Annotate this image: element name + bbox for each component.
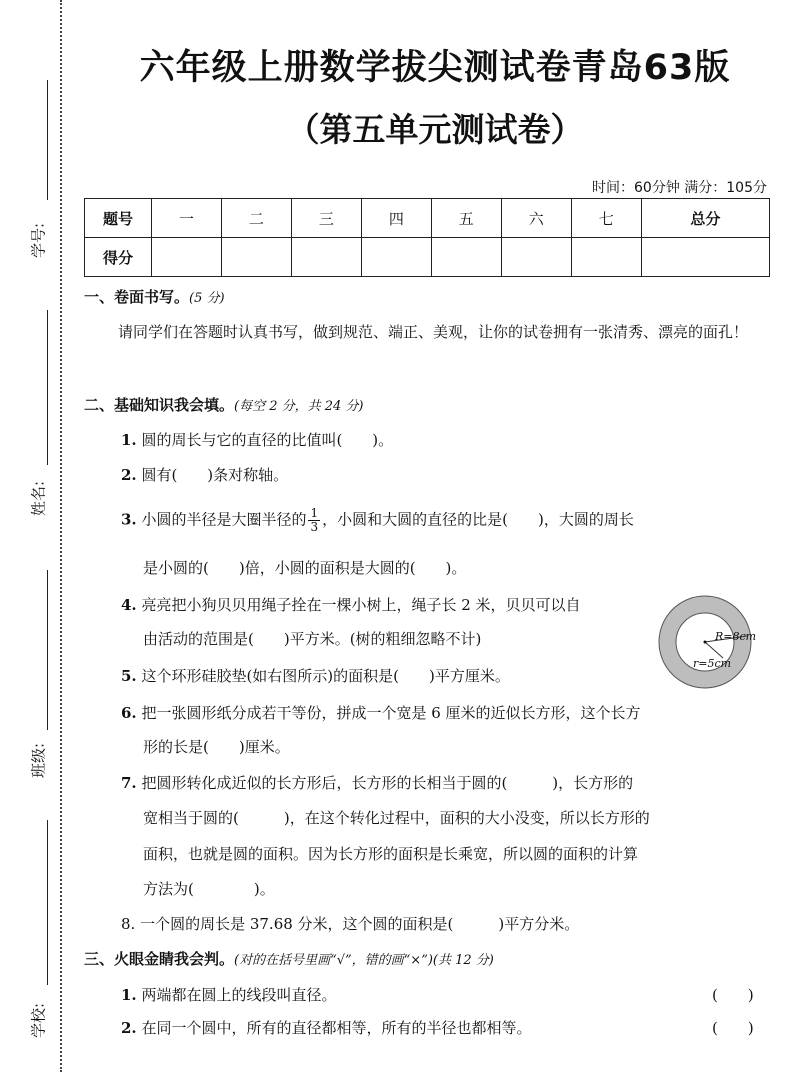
question-2-3-cont: 是小圆的( )倍，小圆的面积是大圆的( )。 xyxy=(143,559,467,577)
xuehao-label: 学号: xyxy=(29,222,48,259)
xingming-label: 姓名: xyxy=(29,480,48,517)
header-cell: 六 xyxy=(501,199,571,238)
question-2-2 xyxy=(121,464,288,485)
header-cell: 四 xyxy=(361,199,431,238)
section3-heading: 三、火眼金睛我会判。 xyxy=(84,950,235,968)
question-2-7-cont3: 方法为( )。 xyxy=(143,880,275,898)
question-number: 2. xyxy=(121,1019,137,1037)
score-cell[interactable] xyxy=(431,238,501,277)
header-cell: 三 xyxy=(291,199,361,238)
question-2-7-cont1: 宽相当于圆的( )，在这个转化过程中，面积的大小没变，所以长方形的 xyxy=(143,809,650,827)
question-text: 这个环形硅胶垫(如右图所示)的面积是( )平方厘米。 xyxy=(141,667,510,685)
score-cell[interactable] xyxy=(501,238,571,277)
side-xingming xyxy=(14,310,48,520)
score-cell[interactable] xyxy=(221,238,291,277)
xuehao-line xyxy=(47,80,48,200)
question-text: 圆的周长与它的直径的比值叫( )。 xyxy=(141,431,394,449)
question-number: 1. xyxy=(121,986,137,1004)
question-number: 5. xyxy=(121,667,137,685)
header-cell: 五 xyxy=(431,199,501,238)
question-text: 把圆形转化成近似的长方形后，长方形的长相当于圆的( )，长方形的 xyxy=(141,774,634,792)
score-table-score-row xyxy=(85,238,770,277)
question-text: 亮亮把小狗贝贝用绳子拴在一棵小树上，绳子长 2 米，贝贝可以自 xyxy=(141,596,581,614)
header-cell: 二 xyxy=(221,199,291,238)
question-number: 2. xyxy=(121,466,137,484)
question-2-6 xyxy=(121,702,641,723)
section1-heading: 一、卷面书写。 xyxy=(84,288,190,306)
header-cell: 题号 xyxy=(85,199,152,238)
section1-text: 请同学们在答题时认真书写，做到规范、端正、美观，让你的试卷拥有一张清秀、漂亮的面孔！ xyxy=(118,323,749,341)
banji-label: 班级: xyxy=(29,742,48,779)
question-text: ，小圆和大圆的直径的比是( )，大圆的周长 xyxy=(322,510,634,529)
question-number: 6. xyxy=(121,704,137,722)
fraction-denominator: 3 xyxy=(310,520,319,534)
section1-heading-line xyxy=(84,286,225,307)
binding-dotted-line xyxy=(60,0,62,1072)
score-cell[interactable] xyxy=(152,238,222,277)
xuexiao-label: 学校: xyxy=(29,1002,48,1039)
section1-points: (5 分) xyxy=(189,291,225,306)
score-table-header-row xyxy=(85,199,770,238)
page-subtitle: （第五单元测试卷） xyxy=(286,110,584,149)
score-cell[interactable] xyxy=(291,238,361,277)
question-number: 3. xyxy=(121,510,137,529)
score-cell[interactable] xyxy=(361,238,431,277)
question-text: 圆有( )条对称轴。 xyxy=(141,466,289,484)
xingming-line xyxy=(47,310,48,465)
question-number: 7. xyxy=(121,774,137,792)
score-row-label: 得分 xyxy=(85,238,152,277)
question-2-7 xyxy=(121,772,633,793)
header-cell: 一 xyxy=(152,199,222,238)
time-info: 时间：60分钟 满分：105分 xyxy=(592,180,767,196)
score-table xyxy=(84,198,770,277)
question-text: 小圆的半径是大圈半径的 xyxy=(141,510,307,529)
section2-points: (每空 2 分，共 24 分) xyxy=(234,399,364,414)
question-2-6-cont: 形的长是( )厘米。 xyxy=(143,738,290,756)
page-title: 六年级上册数学拔尖测试卷青岛63版 xyxy=(139,48,731,88)
score-cell[interactable] xyxy=(571,238,641,277)
question-text: 把一张圆形纸分成若干等份，拼成一个宽是 6 厘米的近似长方形，这个长方 xyxy=(141,704,641,722)
label-r: r=5cm xyxy=(693,657,732,670)
question-3-2 xyxy=(121,1017,531,1038)
header-cell: 总分 xyxy=(641,199,769,238)
judge-bracket-1[interactable]: ( ) xyxy=(712,986,754,1004)
judge-bracket-2[interactable]: ( ) xyxy=(712,1019,754,1037)
question-number: 1. xyxy=(121,431,137,449)
section2-heading: 二、基础知识我会填。 xyxy=(84,396,235,414)
question-2-7-cont2: 面积，也就是圆的面积。因为长方形的面积是长乘宽，所以圆的面积的计算 xyxy=(143,845,639,863)
label-R: R=8cm xyxy=(715,630,757,643)
question-2-4-cont: 由活动的范围是( )平方米。(树的粗细忽略不计) xyxy=(143,630,482,648)
question-number: 4. xyxy=(121,596,137,614)
question-text: 在同一个圆中，所有的直径都相等，所有的半径也都相等。 xyxy=(141,1019,532,1037)
header-cell: 七 xyxy=(571,199,641,238)
question-2-3 xyxy=(121,507,634,534)
question-2-8: 8. 一个圆的周长是 37.68 分米，这个圆的面积是( )平方分米。 xyxy=(121,915,580,933)
fraction-one-third xyxy=(308,507,320,534)
score-cell[interactable] xyxy=(641,238,769,277)
ring-figure xyxy=(653,594,771,692)
fraction-numerator: 1 xyxy=(310,506,319,520)
question-2-1 xyxy=(121,429,393,450)
banji-line xyxy=(47,570,48,730)
side-banji xyxy=(14,570,48,790)
section3-heading-line xyxy=(84,948,494,969)
side-xuehao xyxy=(14,80,48,260)
question-2-4 xyxy=(121,594,581,615)
section3-points: (对的在括号里画“√”，错的画“×”)(共 12 分) xyxy=(234,953,494,968)
section2-heading-line xyxy=(84,394,364,415)
question-3-1 xyxy=(121,984,336,1005)
center-dot xyxy=(704,641,707,644)
question-text: 两端都在圆上的线段叫直径。 xyxy=(141,986,337,1004)
question-2-5 xyxy=(121,665,510,686)
side-xuexiao xyxy=(14,820,48,1060)
xuexiao-line xyxy=(47,820,48,985)
